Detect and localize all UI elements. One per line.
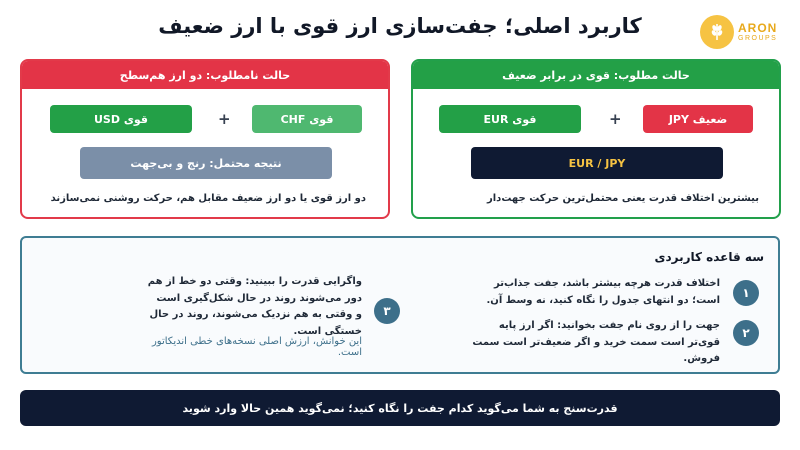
rules-title: سه قاعده کاربردی (654, 250, 764, 264)
rule-number-2: ۲ (733, 320, 759, 346)
rule-text-2: جهت را از روی نام جفت بخوانید: اگر ارز پایه قوی‌تر است سمت خرید و اگر ضعیف‌تر است سمت فروش. (472, 320, 720, 364)
rule-number-3: ۳ (374, 298, 400, 324)
result-range-pill: نتیجه محتمل: رنج و بی‌جهت (80, 147, 332, 179)
favorable-case-header: حالت مطلوب: قوی در برابر ضعیف (413, 61, 779, 89)
rule-text-3: واگرایی قدرت را ببینید: وقتی دو خط از هم دور می‌شوند روند در حال شکل‌گیری است و وقتی به هم نزدیک می‌شوند، روند در حال خستگی است. (147, 276, 362, 337)
weak-jpy-pill: ضعیف JPY (643, 105, 753, 133)
footer-banner: قدرت‌سنج به شما می‌گوید کدام جفت را نگاه کنید؛ نمی‌گوید همین حالا وارد شوید (20, 390, 780, 426)
logo-sub: GROUPS (738, 34, 778, 42)
strong-usd-pill: قوی USD (50, 105, 192, 133)
pair-eurjpy-pill: EUR / JPY (471, 147, 723, 179)
unfavorable-case-header: حالت نامطلوب: دو ارز هم‌سطح (22, 61, 388, 89)
favorable-note: بیشترین اختلاف قدرت یعنی محتمل‌ترین حرکت جهت‌دار (487, 193, 759, 204)
strong-eur-pill: قوی EUR (439, 105, 581, 133)
wheat-logo-icon (700, 15, 734, 49)
page-title: کاربرد اصلی؛ جفت‌سازی ارز قوی با ارز ضعیف (158, 14, 642, 38)
unfavorable-case-card (20, 59, 390, 219)
rule-text-1: اختلاف قدرت هرچه بیشتر باشد، جفت جذاب‌تر است؛ دو انتهای جدول را نگاه کنید، نه وسط آن. (486, 278, 720, 306)
strong-chf-pill: قوی CHF (252, 105, 362, 133)
favorable-case-card (411, 59, 781, 219)
logo-name: ARON (738, 21, 778, 36)
unfavorable-note: دو ارز قوی یا دو ارز ضعیف مقابل هم، حرکت روشنی نمی‌سازند (50, 193, 366, 204)
plus-sign: + (609, 110, 622, 128)
rules-panel (20, 236, 780, 374)
rule-3-highlight: این خوانش، ارزش اصلی نسخه‌های خطی اندیکاتور است. (151, 336, 362, 358)
rule-number-1: ۱ (733, 280, 759, 306)
brand-logo (700, 10, 792, 54)
plus-sign: + (218, 110, 231, 128)
